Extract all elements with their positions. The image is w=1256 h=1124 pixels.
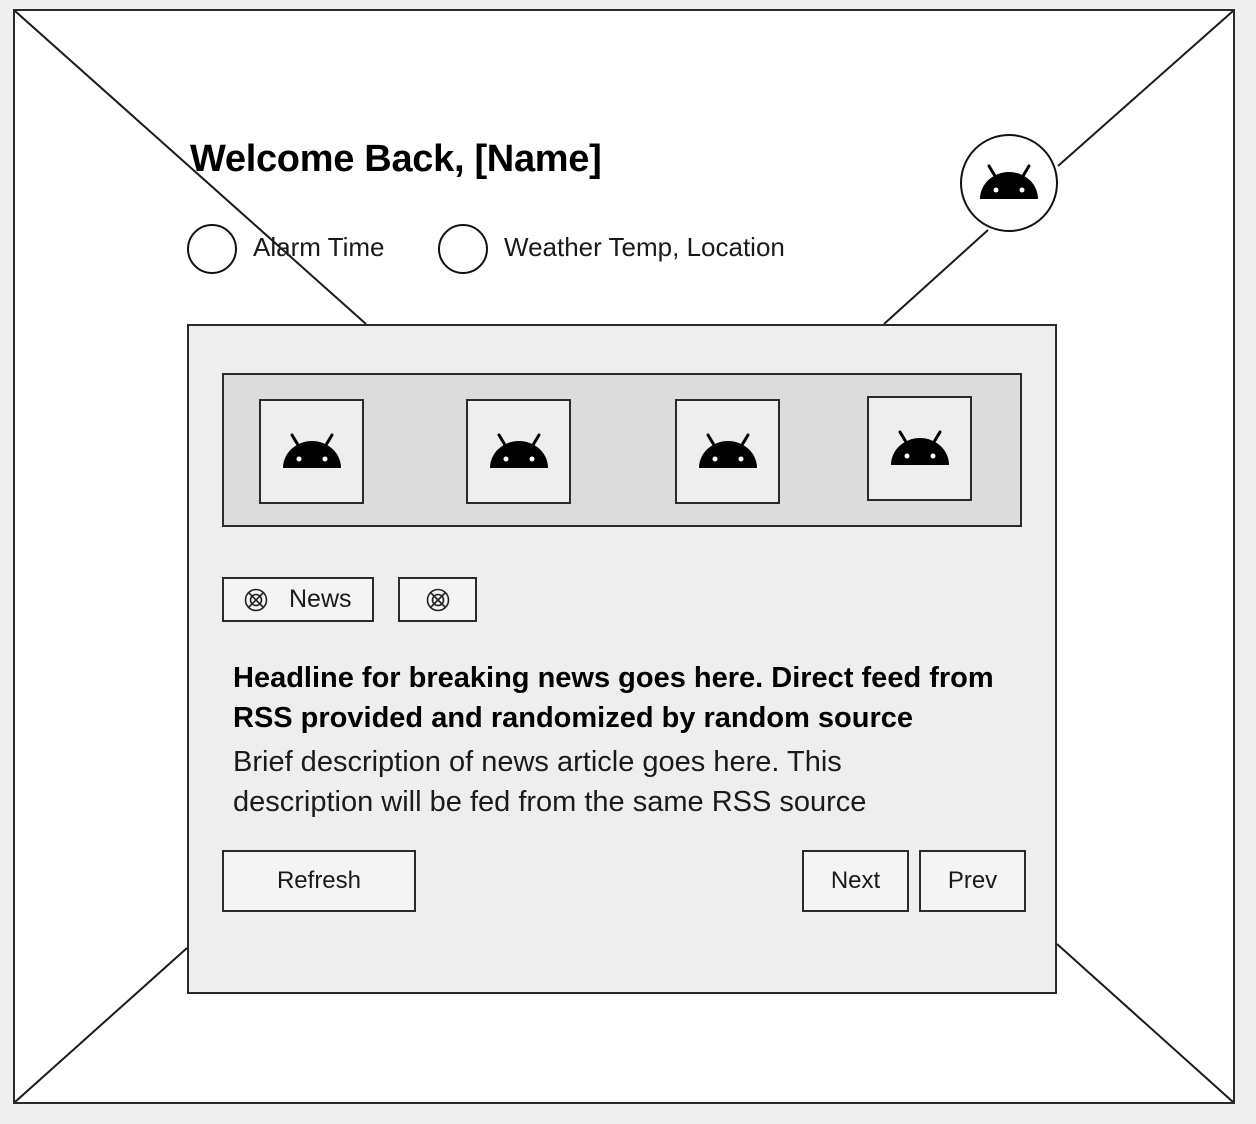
- welcome-title: Welcome Back, [Name]: [190, 138, 602, 180]
- carousel-item[interactable]: [466, 399, 571, 504]
- weather-radio[interactable]: [438, 224, 488, 274]
- carousel-item[interactable]: [867, 396, 972, 501]
- weather-label: Weather Temp, Location: [504, 232, 785, 262]
- alarm-time-label: Alarm Time: [253, 232, 385, 262]
- news-description: Brief description of news article goes here. This description will be fed from the same RSS source: [233, 746, 867, 818]
- prev-button[interactable]: Prev: [919, 850, 1026, 912]
- android-icon: [978, 164, 1040, 202]
- alarm-radio[interactable]: [187, 224, 237, 274]
- android-icon: [488, 433, 550, 471]
- avatar-button[interactable]: [960, 134, 1058, 232]
- refresh-button[interactable]: Refresh: [222, 850, 416, 912]
- filter-chip[interactable]: [398, 577, 477, 622]
- news-chip-label: News: [289, 585, 352, 613]
- android-icon: [697, 433, 759, 471]
- android-icon: [281, 433, 343, 471]
- carousel-item[interactable]: [675, 399, 780, 504]
- next-button[interactable]: Next: [802, 850, 909, 912]
- placeholder-circle-icon: [243, 587, 269, 613]
- placeholder-circle-icon: [425, 587, 451, 613]
- news-chip[interactable]: [222, 577, 374, 622]
- news-headline: Headline for breaking news goes here. Direct feed from RSS provided and randomized by random source: [233, 662, 994, 734]
- android-icon: [889, 430, 951, 468]
- carousel-item[interactable]: [259, 399, 364, 504]
